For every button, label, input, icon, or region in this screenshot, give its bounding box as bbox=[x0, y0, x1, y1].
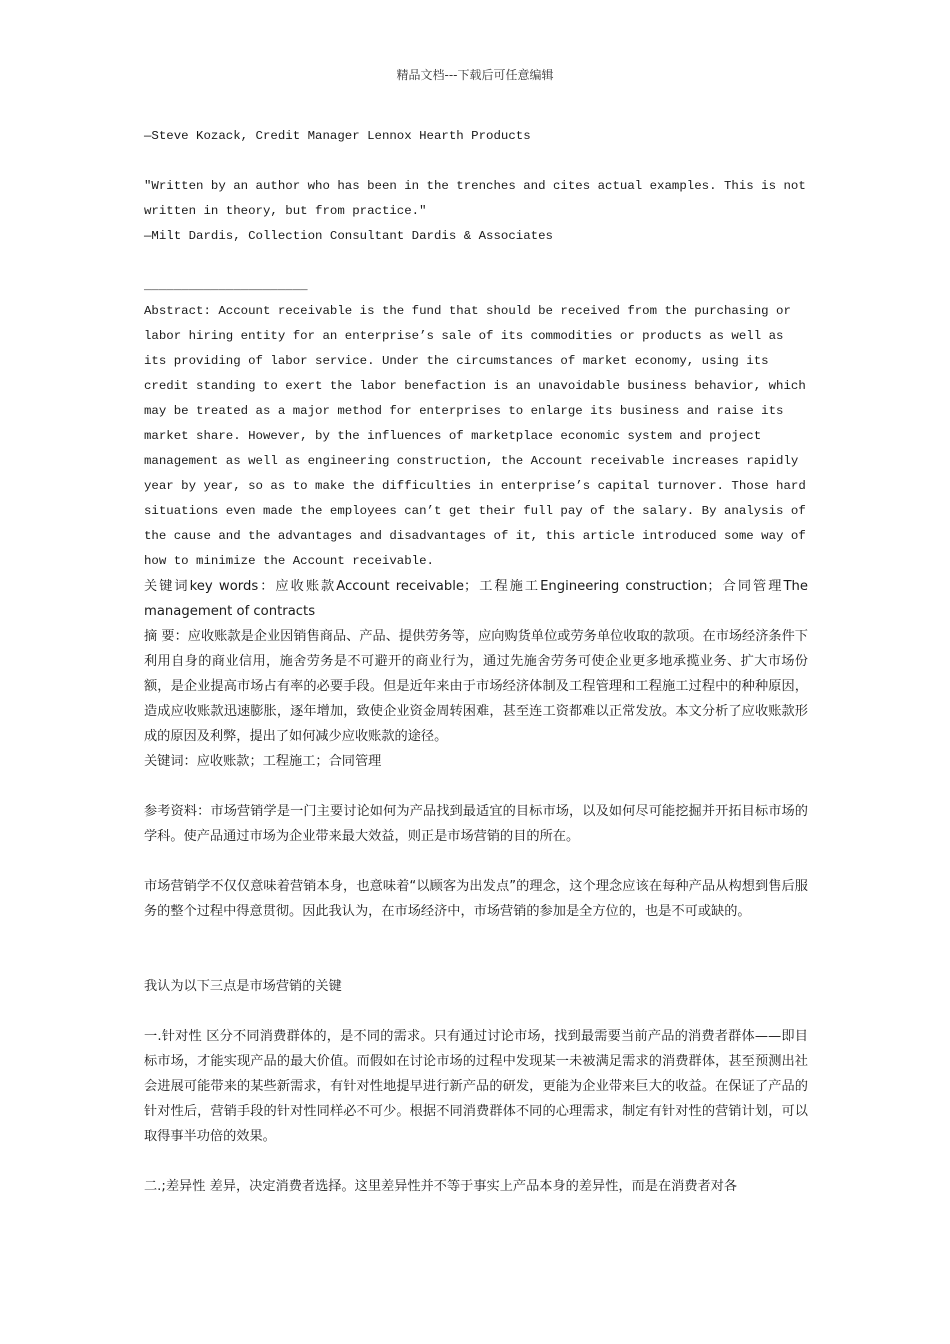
abstract-english: Abstract: Account receivable is the fund that should be received from the purchasing or labor hiring entity for an enterprise’s sale of its commodities or products as well as its providing of labor service. Under the circumstances of market economy, using its credit standing to exert the labor benefaction is an unavoidable business behavior, which may be treated as a major method for enterprises to enlarge its business and raise its market share. However, by the influences of marketplace economic system and project management as well as engineering construction, the Account receivable increases rapidly year by year, so as to make the difficulties in enterprise’s capital turnover. Those hard situations even made the employees can’t get their full pay of the salary. By analysis of the cause and the advantages and disadvantages of it, this article introduced some way of how to minimize the Account receivable. bbox=[144, 304, 814, 568]
keywords-chinese: 关键词：应收账款；工程施工；合同管理 bbox=[144, 754, 382, 769]
quote-dardis-text: "Written by an author who has been in the trenches and cites actual examples. This is not written in theory, but from practice." bbox=[144, 179, 814, 218]
page-header-watermark: 精品文档---下载后可任意编辑 bbox=[396, 68, 554, 82]
keywords-english: 关键词key words：应收账款Account receivable；工程施工Engineering construction；合同管理The management of contracts bbox=[144, 579, 808, 619]
section-divider: ______________________ bbox=[144, 279, 308, 293]
marketing-paragraph: 市场营销学不仅仅意味着营销本身，也意味着“以顾客为出发点”的理念，这个理念应该在每种产品从构想到售后服务的整个过程中得意贯彻。因此我认为，在市场经济中，市场营销的参加是全方位的，也是不可或缺的。 bbox=[144, 879, 808, 919]
document-body bbox=[144, 124, 814, 1199]
abstract-chinese: 摘 要：应收账款是企业因销售商品、产品、提供劳务等，应向购货单位或劳务单位收取的款项。在市场经济条件下利用自身的商业信用，施舍劳务是不可避开的商业行为，通过先施舍劳务可使企业更多地承揽业务、扩大市场份额，是企业提高市场占有率的必要手段。但是近年来由于市场经济体制及工程管理和工程施工过程中的种种原因，造成应收账款迅速膨胀，逐年增加，致使企业资金周转困难，甚至连工资都难以正常发放。本文分析了应收账款形成的原因及利弊，提出了如何减少应收账款的途径。 bbox=[144, 629, 808, 744]
point-two-paragraph: 二.;差异性 差异，决定消费者选择。这里差异性并不等于事实上产品本身的差异性，而是在消费者对各 bbox=[144, 1179, 738, 1194]
quote-attribution-kozack: —Steve Kozack, Credit Manager Lennox Hearth Products bbox=[144, 129, 531, 143]
point-one-paragraph: 一.针对性 区分不同消费群体的，是不同的需求。只有通过讨论市场，找到最需要当前产品的消费者群体——即目标市场，才能实现产品的最大价值。而假如在讨论市场的过程中发现某一未被满足需求的消费群体，甚至预测出社会进展可能带来的某些新需求，有针对性地提早进行新产品的研发，更能为企业带来巨大的收益。在保证了产品的针对性后，营销手段的针对性同样必不可少。根据不同消费群体不同的心理需求，制定有针对性的营销计划，可以取得事半功倍的效果。 bbox=[144, 1029, 808, 1144]
reference-paragraph: 参考资料：市场营销学是一门主要讨论如何为产品找到最适宜的目标市场，以及如何尽可能挖掘并开拓目标市场的学科。使产品通过市场为企业带来最大效益，则正是市场营销的目的所在。 bbox=[144, 804, 808, 844]
quote-attribution-dardis: —Milt Dardis, Collection Consultant Dardis & Associates bbox=[144, 229, 553, 243]
key-points-heading: 我认为以下三点是市场营销的关键 bbox=[144, 979, 342, 994]
